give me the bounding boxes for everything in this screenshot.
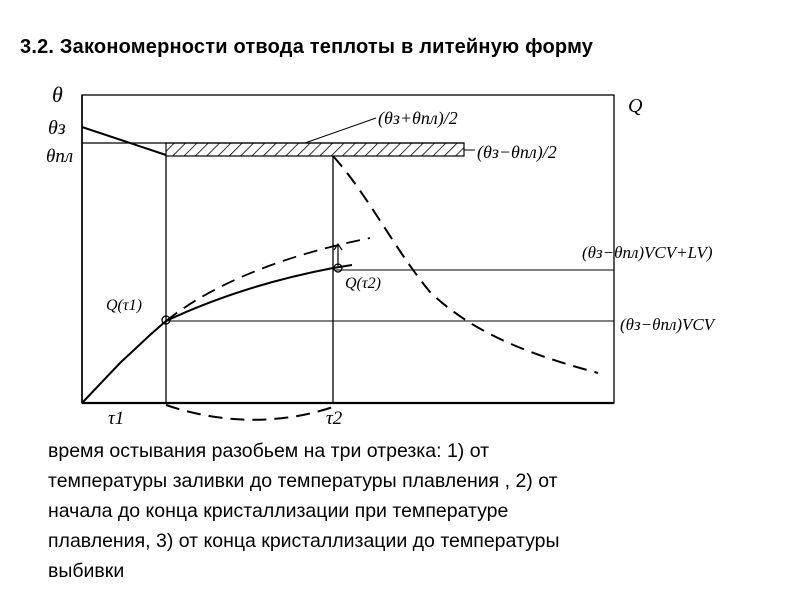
heat-curve-solid (82, 265, 352, 403)
caption-line: плавления, 3) от конца кристаллизации до температуры (48, 530, 560, 552)
annotation-avg: (θз+θпл)/2 (378, 108, 458, 128)
right-axis-label: Q (628, 95, 643, 117)
annotation-heat-sensible: (θз−θпл)VCV (620, 315, 715, 334)
casting-temperature-curve (82, 127, 166, 155)
theta-z-label: θз (48, 117, 66, 139)
caption-line: начала до конца кристаллизации при температуре (48, 500, 509, 522)
q-tau2-label: Q(τ2) (345, 275, 381, 292)
tau2-label: τ2 (326, 408, 343, 429)
annotation-heat-total: (θз−θпл)VCV+LV) (582, 243, 713, 262)
annotation-diff: (θз−θпл)/2 (477, 142, 557, 162)
lower-curve-dashed (166, 405, 333, 420)
cooling-curve-dashed (333, 156, 598, 373)
slide-title: 3.2. Закономерности отвода теплоты в литейную форму (20, 36, 594, 58)
tau1-label: τ1 (108, 408, 125, 429)
y-axis-label: θ (52, 82, 63, 107)
caption (48, 436, 788, 586)
hatched-band (166, 143, 464, 156)
theta-pl-label: θпл (46, 146, 74, 167)
annotation-avg-leader (305, 118, 376, 143)
caption-line: время остывания разобьем на три отрезка: 1) от (48, 440, 490, 462)
caption-line: выбивки (48, 560, 125, 582)
caption-line: температуры заливки до температуры плавления , 2) от (48, 470, 558, 492)
q-tau1-label: Q(τ1) (106, 297, 142, 314)
